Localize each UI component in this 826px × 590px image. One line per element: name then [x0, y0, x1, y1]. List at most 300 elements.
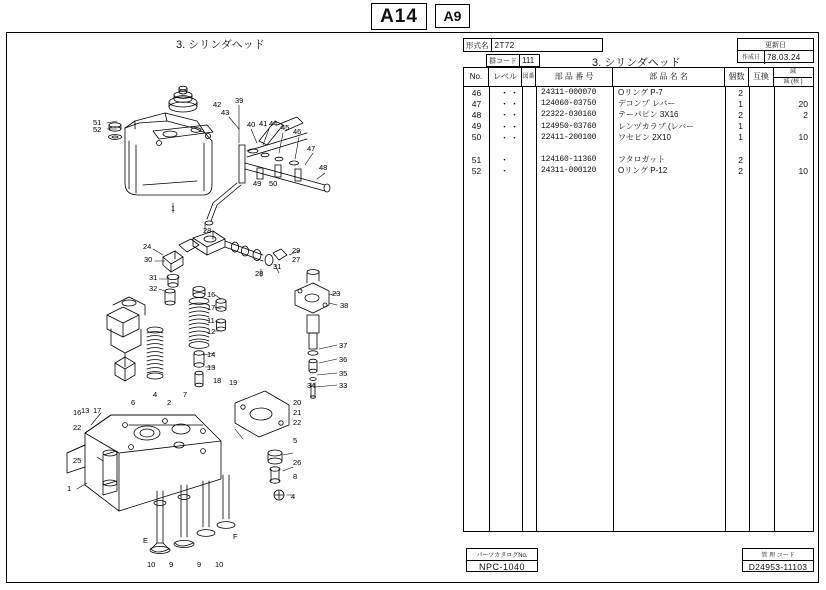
table-row[interactable] [464, 322, 813, 333]
cell-part_no [536, 188, 613, 199]
cell-level [489, 445, 522, 456]
cell-name [613, 311, 725, 322]
cell-no: 48 [471, 109, 482, 120]
column-header-ref: 互換 [749, 68, 774, 86]
cell-level [489, 177, 522, 188]
cell-ref [749, 132, 774, 143]
cell-part_no [536, 501, 613, 512]
cell-fig [522, 434, 536, 445]
cell-qty [725, 501, 749, 512]
svg-text:33: 33 [339, 381, 348, 390]
cell-part_no [536, 244, 613, 255]
cell-fig [522, 467, 536, 478]
cell-fig [522, 154, 536, 165]
svg-text:34: 34 [307, 381, 316, 390]
cell-ref [749, 512, 774, 523]
table-row[interactable] [464, 244, 813, 255]
table-row[interactable] [464, 356, 813, 367]
cell-part_no: 22322-030160 [541, 110, 597, 120]
cell-ref [749, 177, 774, 188]
table-row[interactable] [464, 288, 813, 299]
cell-reduce [774, 221, 812, 232]
cell-fig [522, 121, 536, 132]
cell-no [464, 344, 489, 355]
cell-name [613, 333, 725, 344]
table-row[interactable] [464, 423, 813, 434]
cell-ref [749, 378, 774, 389]
svg-text:5: 5 [293, 436, 298, 445]
table-row[interactable] [464, 266, 813, 277]
cell-reduce [774, 322, 812, 333]
cell-fig [522, 490, 536, 501]
table-row[interactable] [464, 400, 813, 411]
cell-fig [522, 98, 536, 109]
cell-name [613, 400, 725, 411]
cell-name [613, 378, 725, 389]
cell-qty [725, 210, 749, 221]
cell-level: ・・ [500, 99, 521, 110]
cell-name: デコンプ レバー [618, 99, 676, 109]
cell-no [464, 367, 489, 378]
cell-name [613, 199, 725, 210]
svg-text:17: 17 [207, 303, 216, 312]
cell-name [613, 244, 725, 255]
cell-ref [749, 322, 774, 333]
cell-fig [522, 143, 536, 154]
cell-ref [749, 535, 774, 546]
cell-ref [749, 523, 774, 534]
cell-qty [725, 479, 749, 490]
section-title: 3. シリンダヘッド [592, 57, 681, 69]
svg-text:2: 2 [167, 398, 172, 407]
table-row[interactable] [464, 389, 813, 400]
cell-no [464, 177, 489, 188]
cell-name [613, 266, 725, 277]
table-row[interactable] [464, 177, 813, 188]
svg-text:16: 16 [207, 290, 216, 299]
cell-level [489, 490, 522, 501]
table-row[interactable] [464, 221, 813, 232]
column-header-reduce [774, 68, 812, 86]
table-row[interactable] [464, 154, 813, 165]
cell-reduce [774, 467, 812, 478]
cell-reduce [774, 288, 812, 299]
svg-text:24: 24 [143, 242, 152, 251]
cell-part_no [536, 232, 613, 243]
cell-qty [725, 333, 749, 344]
svg-text:48: 48 [319, 163, 328, 172]
cell-qty [725, 244, 749, 255]
cell-reduce [774, 389, 812, 400]
svg-text:14: 14 [207, 350, 216, 359]
cell-name [613, 445, 725, 456]
cell-part_no [536, 445, 613, 456]
cell-ref [749, 300, 774, 311]
cell-level [489, 300, 522, 311]
svg-text:9: 9 [169, 560, 174, 569]
cell-reduce [774, 255, 812, 266]
cell-qty [725, 512, 749, 523]
cell-qty [725, 445, 749, 456]
cell-fig [522, 199, 536, 210]
cell-qty [725, 344, 749, 355]
cell-part_no [536, 177, 613, 188]
table-row[interactable] [464, 501, 813, 512]
cell-name [613, 535, 725, 546]
cell-qty [725, 199, 749, 210]
cell-part_no [536, 356, 613, 367]
cell-qty: 1 [738, 132, 743, 143]
cell-level: ・・ [500, 110, 521, 121]
cell-qty: 2 [738, 154, 743, 165]
cell-ref [749, 244, 774, 255]
cell-part_no [536, 311, 613, 322]
cell-fig [522, 322, 536, 333]
cell-ref [749, 356, 774, 367]
cell-qty [725, 266, 749, 277]
cell-ref [749, 445, 774, 456]
cell-level [489, 277, 522, 288]
svg-text:7: 7 [183, 390, 188, 399]
cell-level [489, 255, 522, 266]
cell-name [613, 490, 725, 501]
cell-level [489, 456, 522, 467]
cell-reduce [774, 501, 812, 512]
cell-fig [522, 356, 536, 367]
cell-part_no [536, 423, 613, 434]
cell-name [613, 210, 725, 221]
cell-part_no [536, 367, 613, 378]
cell-reduce: 2 [803, 109, 808, 120]
cell-no [464, 501, 489, 512]
cell-part_no [536, 300, 613, 311]
svg-text:21: 21 [293, 408, 302, 417]
cell-fig [522, 277, 536, 288]
cell-name [613, 255, 725, 266]
svg-text:4: 4 [291, 492, 296, 501]
table-row[interactable] [464, 255, 813, 266]
cell-qty: 2 [738, 87, 743, 98]
cell-no [464, 411, 489, 422]
table-row[interactable] [464, 344, 813, 355]
cell-name [613, 479, 725, 490]
cell-ref [749, 411, 774, 422]
cell-qty [725, 456, 749, 467]
cell-reduce [774, 277, 812, 288]
table-row[interactable] [464, 434, 813, 445]
cell-fig [522, 300, 536, 311]
cell-qty [725, 423, 749, 434]
cell-part_no [536, 456, 613, 467]
table-row[interactable] [464, 210, 813, 221]
cell-qty [725, 523, 749, 534]
table-row[interactable] [464, 445, 813, 456]
cell-name [613, 277, 725, 288]
cell-no [464, 479, 489, 490]
catalog-number-box [466, 548, 538, 572]
cell-name [613, 322, 725, 333]
page-number-alt: A9 [435, 4, 470, 28]
cell-qty [725, 389, 749, 400]
cell-level [489, 244, 522, 255]
cell-name: ワセピン 2X10 [618, 132, 671, 142]
cell-reduce: 10 [798, 165, 808, 176]
cell-no [464, 210, 489, 221]
svg-text:52: 52 [93, 125, 102, 134]
cell-name [613, 467, 725, 478]
revision-box [737, 38, 814, 63]
cell-name: テーパピン 3X16 [618, 110, 679, 120]
svg-text:38: 38 [340, 301, 349, 310]
svg-text:43: 43 [221, 108, 230, 117]
svg-text:1: 1 [171, 204, 176, 213]
revision-label: 更新日 [738, 39, 813, 51]
table-row[interactable] [464, 333, 813, 344]
cell-ref [749, 87, 774, 98]
page-number-main: A14 [371, 3, 427, 30]
cell-level [489, 322, 522, 333]
svg-text:42: 42 [213, 100, 222, 109]
cell-ref [749, 479, 774, 490]
svg-text:10: 10 [147, 560, 156, 569]
cell-level [489, 400, 522, 411]
cell-part_no [536, 255, 613, 266]
cell-no [464, 244, 489, 255]
svg-text:17: 17 [93, 406, 102, 415]
table-row[interactable] [464, 165, 813, 176]
cell-qty [725, 232, 749, 243]
cell-ref [749, 434, 774, 445]
cell-reduce [774, 333, 812, 344]
cell-qty [725, 378, 749, 389]
parts-table [463, 67, 814, 532]
cell-name [613, 367, 725, 378]
cell-no [464, 277, 489, 288]
control-code-label: 管 理 コード [743, 549, 813, 561]
cell-level [489, 423, 522, 434]
table-row[interactable] [464, 490, 813, 501]
cell-level [489, 501, 522, 512]
cell-level [489, 344, 522, 355]
revision-sub-label: 作成日 [738, 51, 765, 64]
table-row[interactable] [464, 467, 813, 478]
svg-text:27: 27 [292, 255, 301, 264]
cell-part_no [536, 490, 613, 501]
cell-reduce [774, 535, 812, 546]
cell-reduce [774, 199, 812, 210]
cell-ref [749, 165, 774, 176]
svg-text:29: 29 [292, 246, 301, 255]
svg-text:19: 19 [229, 378, 238, 387]
cell-reduce [774, 445, 812, 456]
column-header-part-name: 部 品 名 名 [613, 68, 725, 86]
cell-qty [725, 288, 749, 299]
cell-part_no [536, 210, 613, 221]
svg-text:22: 22 [73, 423, 82, 432]
cell-part_no: 124950-03760 [541, 121, 597, 131]
table-row[interactable] [464, 188, 813, 199]
table-row[interactable] [464, 456, 813, 467]
table-row[interactable] [464, 121, 813, 132]
cell-qty [725, 255, 749, 266]
cell-ref [749, 210, 774, 221]
cell-part_no: 24311-000120 [541, 166, 597, 176]
cell-fig [522, 244, 536, 255]
table-row[interactable] [464, 479, 813, 490]
cell-name: レンヅカラブ (レバー [618, 121, 695, 131]
cell-qty [725, 490, 749, 501]
cell-ref [749, 456, 774, 467]
cell-no: 50 [471, 132, 482, 143]
table-row[interactable] [464, 378, 813, 389]
cell-reduce [774, 456, 812, 467]
cell-ref [749, 277, 774, 288]
cell-part_no: 124160-11360 [541, 155, 597, 165]
cell-qty: 1 [738, 98, 743, 109]
cell-reduce [774, 311, 812, 322]
table-row[interactable] [464, 512, 813, 523]
cell-name [613, 434, 725, 445]
svg-text:31: 31 [149, 273, 158, 282]
table-row[interactable] [464, 87, 813, 98]
cell-part_no [536, 389, 613, 400]
svg-text:13: 13 [207, 363, 216, 372]
cell-no: 47 [471, 98, 482, 109]
cell-ref [749, 333, 774, 344]
cell-level [489, 333, 522, 344]
cell-fig [522, 266, 536, 277]
cell-qty [725, 311, 749, 322]
cell-fig [522, 255, 536, 266]
table-row[interactable] [464, 411, 813, 422]
cell-reduce [774, 479, 812, 490]
parts-table-body [464, 87, 813, 546]
control-code-value: D24953-11103 [748, 562, 808, 572]
cell-reduce [774, 512, 812, 523]
cell-name [613, 501, 725, 512]
cylinder-head-exploded-drawing [7, 33, 459, 582]
model-value: 2T72 [494, 40, 515, 50]
cell-reduce [774, 344, 812, 355]
cell-no [464, 490, 489, 501]
cell-level [489, 512, 522, 523]
cell-level [489, 389, 522, 400]
svg-text:40: 40 [247, 120, 256, 129]
svg-text:25: 25 [73, 456, 82, 465]
cell-ref [749, 344, 774, 355]
cell-qty [725, 535, 749, 546]
table-row[interactable] [464, 232, 813, 243]
cell-level [489, 199, 522, 210]
cell-qty [725, 221, 749, 232]
cell-fig [522, 132, 536, 143]
cell-reduce [774, 87, 812, 98]
cell-reduce [774, 434, 812, 445]
cell-no [464, 188, 489, 199]
table-row[interactable] [464, 132, 813, 143]
cell-qty [725, 322, 749, 333]
table-row[interactable] [464, 523, 813, 534]
table-row[interactable] [464, 311, 813, 322]
cell-part_no [536, 277, 613, 288]
table-row[interactable] [464, 535, 813, 546]
cell-reduce [774, 244, 812, 255]
cell-fig [522, 165, 536, 176]
svg-text:49: 49 [253, 179, 262, 188]
svg-text:36: 36 [339, 355, 348, 364]
cell-fig [522, 288, 536, 299]
cell-qty [725, 411, 749, 422]
cell-ref [749, 467, 774, 478]
cell-name [613, 512, 725, 523]
cell-part_no [536, 378, 613, 389]
svg-text:26: 26 [293, 458, 302, 467]
cell-reduce [774, 411, 812, 422]
cell-ref [749, 389, 774, 400]
table-row[interactable] [464, 109, 813, 120]
table-row[interactable] [464, 277, 813, 288]
cell-level: ・・ [500, 121, 521, 132]
cell-fig [522, 389, 536, 400]
cell-fig [522, 109, 536, 120]
cell-reduce [774, 523, 812, 534]
cell-level [489, 311, 522, 322]
cell-name [613, 221, 725, 232]
cell-no [464, 523, 489, 534]
cell-qty [725, 143, 749, 154]
cell-reduce [774, 423, 812, 434]
cell-ref [749, 154, 774, 165]
cell-ref [749, 188, 774, 199]
reduce-sub-1: 減 (核 ) [783, 78, 803, 85]
cell-level [489, 210, 522, 221]
cell-level: ・・ [500, 132, 521, 143]
svg-text:46: 46 [293, 127, 302, 136]
svg-text:37: 37 [339, 341, 348, 350]
cell-name [613, 177, 725, 188]
cell-qty [725, 356, 749, 367]
cell-qty [725, 367, 749, 378]
cell-fig [522, 512, 536, 523]
svg-text:11: 11 [207, 316, 215, 325]
cell-level: ・ [500, 166, 511, 177]
cell-ref [749, 199, 774, 210]
cell-fig [522, 210, 536, 221]
cell-fig [522, 411, 536, 422]
svg-text:35: 35 [339, 369, 348, 378]
table-row[interactable] [464, 367, 813, 378]
svg-text:30: 30 [144, 255, 153, 264]
cell-part_no [536, 411, 613, 422]
table-row[interactable] [464, 98, 813, 109]
table-row[interactable] [464, 199, 813, 210]
table-row[interactable] [464, 300, 813, 311]
cell-no [464, 389, 489, 400]
table-row[interactable] [464, 143, 813, 154]
cell-level [489, 232, 522, 243]
model-label: 形式名 [464, 39, 492, 51]
cell-qty: 2 [738, 109, 743, 120]
svg-text:47: 47 [307, 144, 316, 153]
cell-no [464, 232, 489, 243]
cell-reduce [774, 177, 812, 188]
svg-text:50: 50 [269, 179, 278, 188]
cell-ref [749, 143, 774, 154]
cell-name [613, 288, 725, 299]
reduce-title: 減 [789, 69, 796, 76]
drawing-title: 3. シリンダヘッド [176, 39, 265, 51]
cell-fig [522, 423, 536, 434]
